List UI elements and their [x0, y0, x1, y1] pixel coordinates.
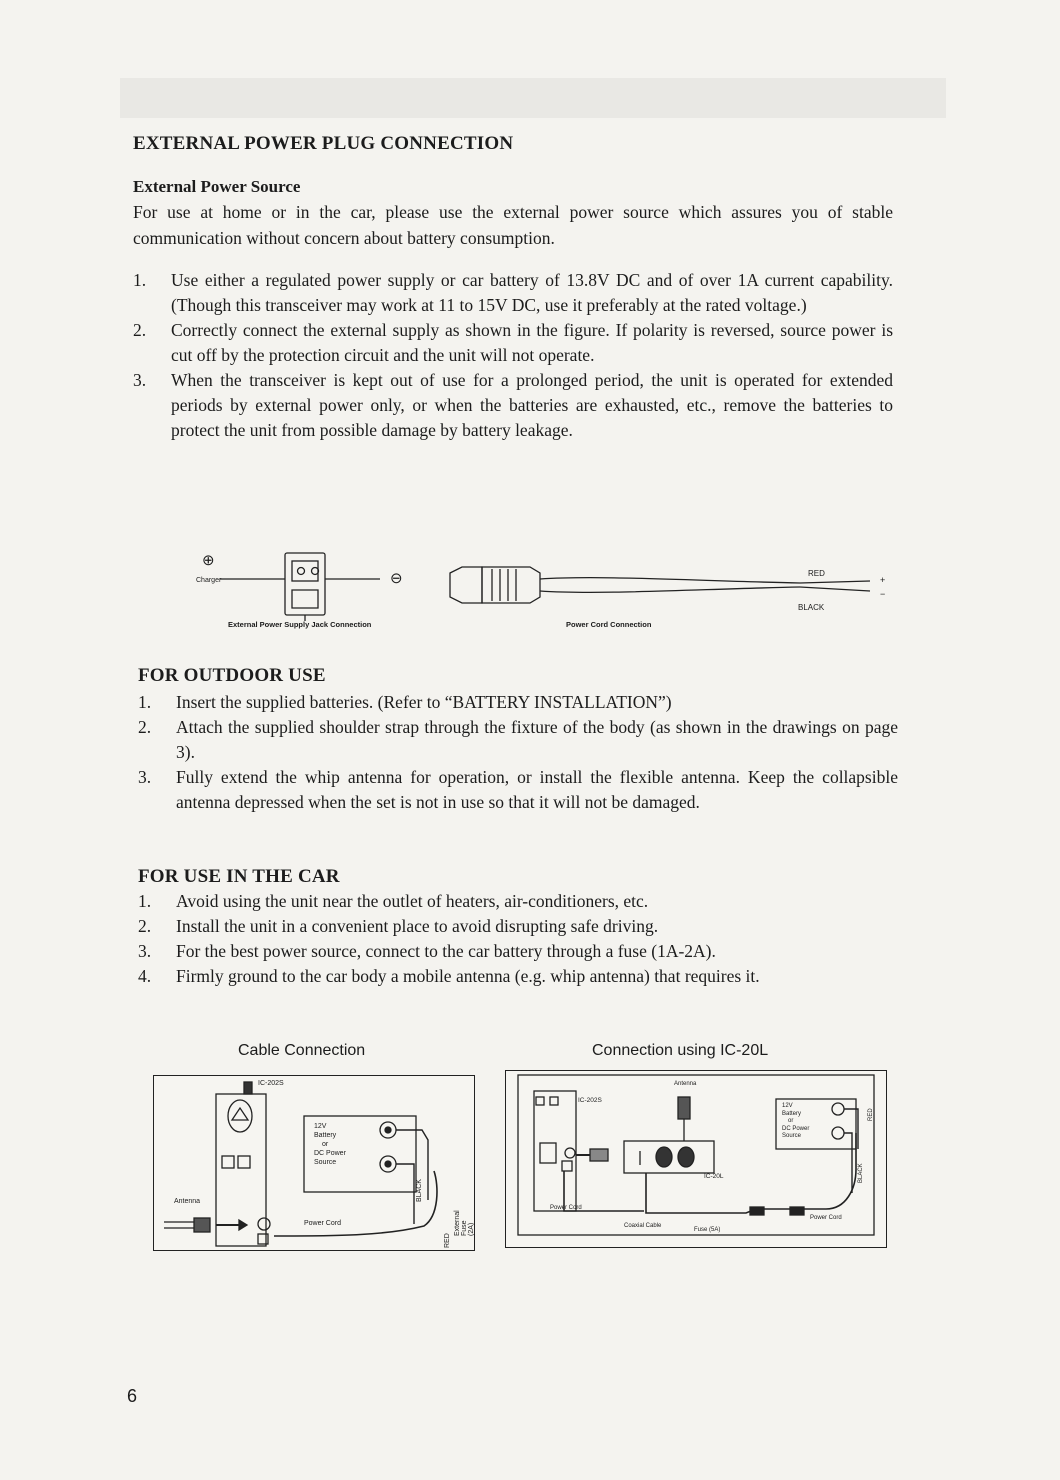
red-label: RED: [444, 1233, 451, 1248]
ic20l-connection-title: Connection using IC-20L: [592, 1042, 769, 1059]
page-number: 6: [127, 1386, 138, 1406]
cable-connection-diagram: [153, 1075, 475, 1251]
black-label: BLACK: [858, 1163, 864, 1183]
list-item: 2. Attach the supplied shoulder strap through the fixture of the body (as shown in the drawings on page 3).: [138, 717, 898, 762]
list-item: 2. Correctly connect the external supply as shown in the figure. If polarity is reversed, source power is cut off by the protection circuit and the unit will not operate.: [133, 320, 893, 365]
list-item: 1. Avoid using the unit near the outlet of heaters, air-conditioners, etc.: [138, 891, 649, 911]
red-label: RED: [868, 1108, 874, 1121]
power-cord-label: Power Cord: [304, 1220, 341, 1227]
fuse-label: Fuse (5A): [694, 1227, 721, 1233]
section-external-power: [133, 133, 893, 443]
faded-header-band: [120, 78, 946, 118]
section-outdoor-use: [138, 665, 898, 815]
power-connection-drawing: [180, 545, 900, 645]
list-item: 3. When the transceiver is kept out of use for a prolonged period, the unit is operated for extended periods by external power only, or when the batteries are exhausted, etc., remove the batteries to protect the unit from possible damage by battery leakage.: [133, 370, 893, 440]
list-item: 4. Firmly ground to the car body a mobile antenna (e.g. whip antenna) that requires it.: [138, 966, 760, 986]
cord-caption: Power Cord Connection: [566, 620, 652, 629]
red-label: RED: [808, 569, 825, 578]
intro-paragraph: For use at home or in the car, please use the external power source which assures you of stable communication without concern about battery consumption.: [133, 202, 893, 248]
section-title: FOR USE IN THE CAR: [138, 866, 340, 887]
ic20l-connection-diagram: [505, 1070, 887, 1248]
model-label: IC-202S: [258, 1080, 284, 1087]
plus-symbol: ⊕: [202, 552, 215, 569]
subsection-title: External Power Source: [133, 177, 301, 196]
list-item: 2. Install the unit in a convenient place to avoid disrupting safe driving.: [138, 916, 659, 936]
power-connection-figure: [180, 545, 900, 645]
cable-connection-title: Cable Connection: [238, 1042, 366, 1059]
battery-label: 12V Battery or DC Power Source: [782, 1103, 810, 1139]
section-title: FOR OUTDOOR USE: [138, 665, 326, 686]
instruction-list: [133, 268, 893, 443]
jack-caption: External Power Supply Jack Connection: [228, 620, 372, 629]
black-label: BLACK: [798, 603, 825, 612]
list-item: 3. For the best power source, connect to the car battery through a fuse (1A-2A).: [138, 941, 716, 961]
model-label: IC-202S: [578, 1097, 602, 1104]
power-cord-right-label: Power Cord: [810, 1215, 842, 1221]
antenna-label: Antenna: [174, 1198, 201, 1205]
plus-sign: +: [880, 575, 886, 585]
section-title: EXTERNAL POWER PLUG CONNECTION: [133, 133, 514, 154]
section-car-use: [138, 866, 898, 989]
amp-label: IC-20L: [704, 1173, 724, 1180]
antenna-label: Antenna: [674, 1081, 697, 1087]
instruction-list: [138, 889, 898, 989]
battery-label: 12V Battery or DC Power Source: [314, 1123, 346, 1166]
black-label: BLACK: [416, 1179, 423, 1202]
list-item: 1. Use either a regulated power supply or car battery of 13.8V DC and of over 1A current capability. (Though this transceiver may work at 11 to 15V DC, use it preferably at the rated voltage.): [133, 270, 893, 315]
coaxial-label: Coaxial Cable: [624, 1223, 662, 1229]
instruction-list: [138, 690, 898, 815]
fuse-label: External Fuse (2A): [454, 1210, 475, 1236]
minus-sign: −: [880, 589, 886, 599]
power-cord-left-label: Power Cord: [550, 1205, 582, 1211]
minus-symbol: ⊖: [390, 570, 403, 587]
list-item: 1. Insert the supplied batteries. (Refer to “BATTERY INSTALLATION”): [138, 692, 672, 712]
list-item: 3. Fully extend the whip antenna for operation, or install the flexible antenna. Keep the collapsible antenna depressed when the set is not in use so that it will not be damaged.: [138, 767, 898, 812]
charger-label: Charger: [196, 577, 222, 584]
